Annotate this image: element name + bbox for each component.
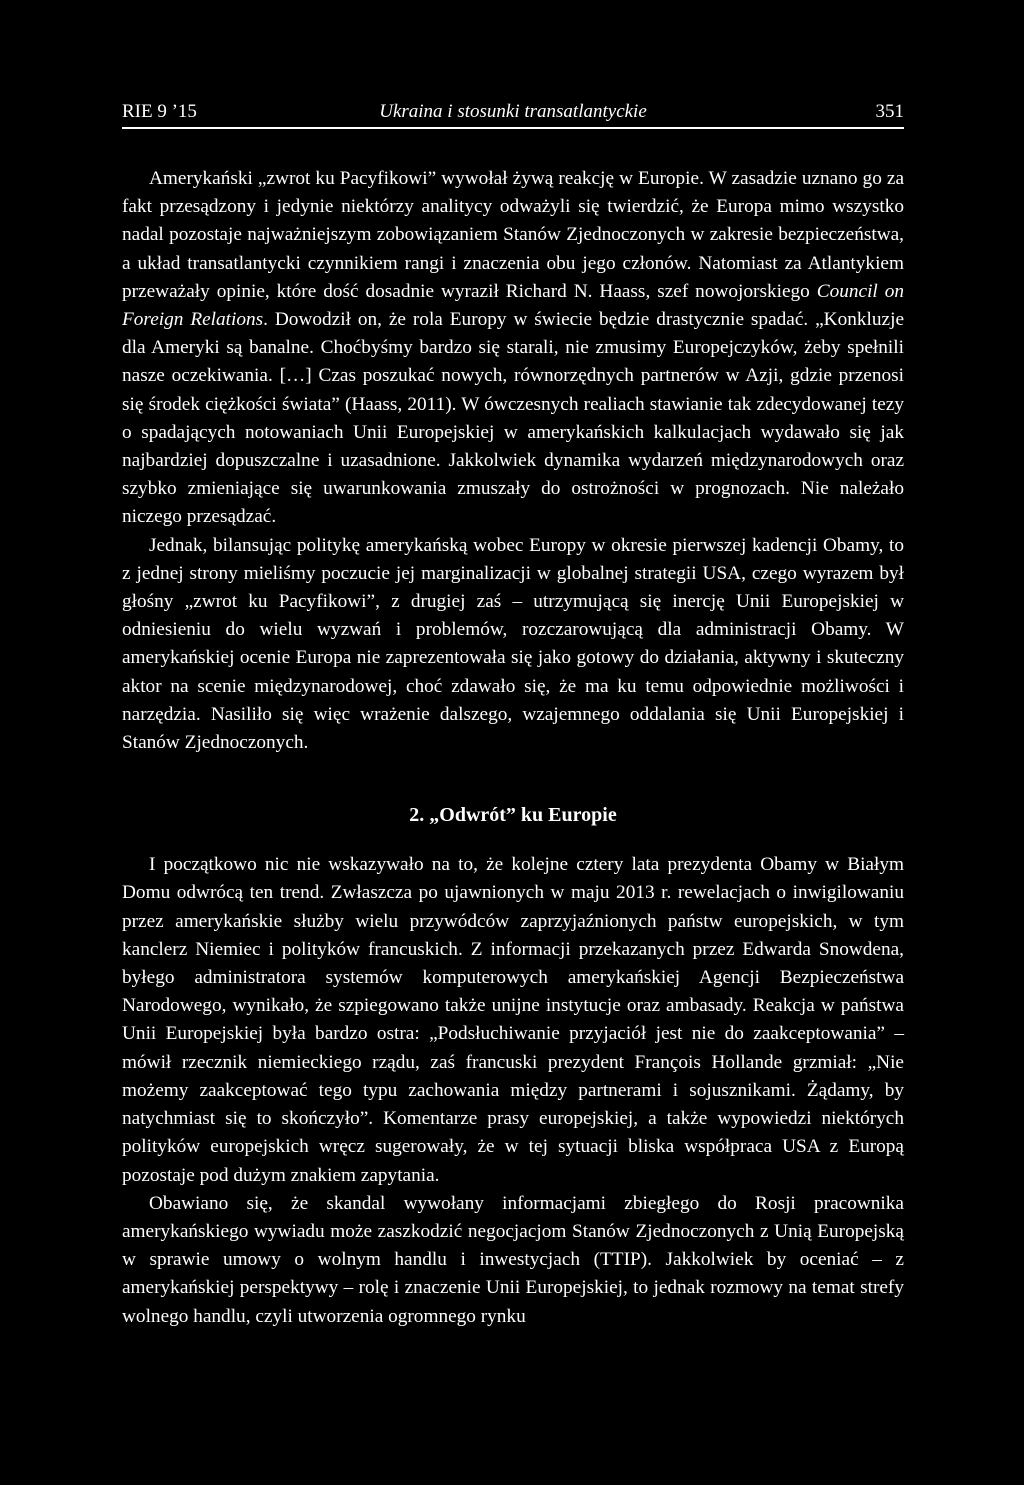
paragraph-1-part-b: . Dowodził on, że rola Europy w świecie będzie drastycznie spadać. „Konkluzje dla Ameryki są banalne. Choćbyśmy bardzo się starali, nie zmusimy Europejczyków, żeby spełnili nasze oczekiwania. […] Czas poszukać nowych, równorzędnych partnerów w Azji, gdzie przenosi się środek ciężkości świata” (Haass, 2011). W ówczesnych realiach stawianie tak zdecydowanej tezy o spadających notowaniach Unii Europejskiej w amerykańskich kalkulacjach wydawało się jak najbardziej dopuszczalne i uzasadnione. Jakkolwiek dynamika wydarzeń międzynarodowych oraz szybko zmieniające się uwarunkowania zmuszały do ostrożności w prognozach. Nie należało niczego przesądzać.: [122, 309, 904, 528]
body-text: [122, 165, 904, 1331]
running-title: Ukraina i stosunki transatlantyckie: [379, 101, 647, 122]
council-name-italic: Council on Foreign Relations: [122, 280, 905, 331]
journal-issue: RIE 9 ’15: [122, 101, 197, 122]
paragraph-4: Obawiano się, że skandal wywołany informacjami zbiegłego do Rosji pracownika amerykańskiego wywiadu może zaszkodzić negocjacjom Stanów Zjednoczonych z Unią Europejską w sprawie umowy o wolnym handlu i inwestycjach (TTIP). Jakkolwiek by oceniać – z amerykańskiej perspektywy – rolę i znaczenie Unii Europejskiej, to jednak rozmowy na temat strefy wolnego handlu, czyli utworzenia ogromnego rynku: [122, 1192, 904, 1327]
paragraph-2: Jednak, bilansując politykę amerykańską wobec Europy w okresie pierwszej kadencji Obamy, to z jednej strony mieliśmy poczucie jej marginalizacji w globalnej strategii USA, czego wyrazem był głośny „zwrot ku Pacyfikowi”, z drugiej zaś – utrzymującą się inercję Unii Europejskiej w odniesieniu do wielu wyzwań i problemów, rozczarowującą dla administracji Obamy. W amerykańskiej ocenie Europa nie zaprezentowała się jako gotowy do działania, aktywny i skuteczny aktor na scenie międzynarodowej, choć zdawało się, że ma ku temu odpowiednie możliwości i narzędzia. Nasiliło się więc wrażenie dalszego, wzajemnego oddalania się Unii Europejskiej i Stanów Zjednoczonych.: [122, 534, 904, 754]
section-heading: 2. „Odwrót” ku Europie: [409, 804, 617, 827]
paragraph-3: I początkowo nic nie wskazywało na to, że kolejne cztery lata prezydenta Obamy w Białym Domu odwrócą ten trend. Zwłaszcza po ujawnionych w maju 2013 r. rewelacjach o inwigilowaniu przez amerykańskie służby wielu przywódców zaprzyjaźnionych państw europejskich, w tym kanclerz Niemiec i polityków francuskich. Z informacji przekazanych przez Edwarda Snowdena, byłego administratora systemów komputerowych amerykańskiej Agencji Bezpieczeństwa Narodowego, wynikało, że szpiegowano także unijne instytucje oraz ambasady. Reakcja w państwa Unii Europejskiej była bardzo ostra: „Podsłuchiwanie przyjaciół jest nie do zaakceptowania” – mówił rzecznik niemieckiego rządu, zaś francuski prezydent François Hollande grzmiał: „Nie możemy zaakceptować tego typu zachowania między partnerami i sojusznikami. Żądamy, by natychmiast się to skończyło”. Komentarze prasy europejskiej, a także wypowiedzi niektórych polityków europejskich wręcz sugerowały, że w tej sytuacji bliska współpraca USA z Europą pozostaje pod dużym znakiem zapytania.: [122, 854, 904, 1186]
paragraph-1: [122, 165, 904, 532]
page-number: 351: [875, 101, 904, 122]
running-header: [122, 97, 904, 129]
paragraph-1-part-a: Amerykański „zwrot ku Pacyfikowi” wywołał żywą reakcję w Europie. W zasadzie uznano go za fakt przesądzony i jedynie niektórzy analitycy odważyli się twierdzić, że Europa mimo wszystko nadal pozostaje najważniejszym zobowiązaniem Stanów Zjednoczonych w zakresie bezpieczeństwa, a układ transatlantycki czynnikiem rangi i znaczenia obu jego członów. Natomiast za Atlantykiem przeważały opinie, które dość dosadnie wyraził Richard N. Haass, szef nowojorskiego: [122, 168, 904, 302]
